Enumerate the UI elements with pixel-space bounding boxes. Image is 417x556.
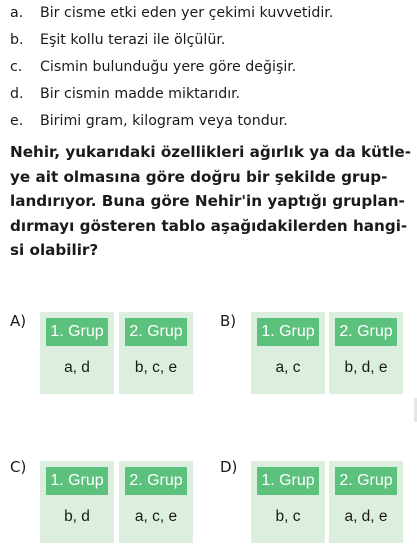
question-line: si olabilir? [10,241,99,259]
group-items: a, c [275,359,301,376]
group-header: 1. Grup [257,318,319,346]
question-stem [10,140,410,263]
question-line: landırıyor. Buna göre Nehir'in yaptığı gruplan- [10,192,405,210]
group-items: b, c [275,508,301,525]
question-line: ye ait olmasına göre doğru bir şekilde grup- [10,167,388,186]
statement-text: Bir cismin madde miktarıdır. [40,86,241,102]
group-header: 2. Grup [125,467,187,495]
option-a-group-1[interactable] [40,312,114,394]
option-b-group-2[interactable] [329,312,403,394]
group-header: 1. Grup [46,467,108,495]
group-items: b, d [64,508,90,525]
statement-letter: c. [10,59,23,75]
option-d-group-2[interactable] [329,461,403,543]
question-line: Nehir, yukarıdaki özellikleri ağırlık ya da kütle- [10,143,412,161]
statement-text: Eşit kollu terazi ile ölçülür. [40,32,226,48]
option-a-label[interactable]: A) [10,312,27,330]
statement-b [10,31,225,49]
statement-c [10,58,296,76]
statement-a [10,4,333,22]
option-a-group-2[interactable] [119,312,193,394]
group-header: 2. Grup [335,318,397,346]
statement-letter: b. [10,32,24,48]
statement-letter: e. [10,113,24,129]
group-header: 1. Grup [46,318,108,346]
option-c-label[interactable]: C) [10,458,27,476]
option-b-label[interactable]: B) [220,312,237,330]
group-items: a, d, e [344,508,388,525]
statement-d [10,85,240,103]
group-items: a, d [64,359,90,376]
question-line: dırmayı gösteren tablo aşağıdakilerden hangi- [10,216,408,235]
group-items: b, d, e [344,359,388,376]
group-header: 1. Grup [257,467,319,495]
statement-e [10,112,288,130]
group-header: 2. Grup [125,318,187,346]
option-c-group-1[interactable] [40,461,114,543]
statement-text: Cismin bulunduğu yere göre değişir. [40,59,297,75]
statement-text: Bir cisme etki eden yer çekimi kuvvetidir. [40,5,334,21]
statement-letter: a. [10,5,24,21]
group-items: b, c, e [134,359,178,376]
group-items: a, c, e [134,508,178,525]
statement-text: Birimi gram, kilogram veya tondur. [40,113,288,129]
option-b-group-1[interactable] [251,312,325,394]
option-c-group-2[interactable] [119,461,193,543]
option-d-group-1[interactable] [251,461,325,543]
option-d-label[interactable]: D) [220,458,238,476]
group-header: 2. Grup [335,467,397,495]
statement-letter: d. [10,86,24,102]
